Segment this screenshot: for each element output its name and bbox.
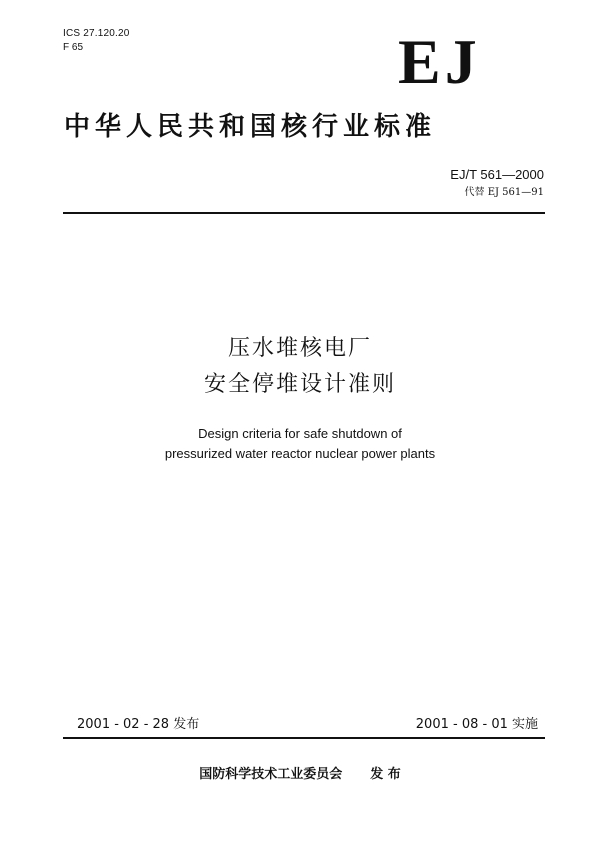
issuing-authority <box>0 766 600 784</box>
standard-logo: EJ <box>398 26 481 97</box>
footer-divider <box>63 737 545 739</box>
document-title-en-line1: Design criteria for safe shutdown of <box>198 426 402 441</box>
issuer-name: 国防科学技术工业委员会 <box>199 767 343 782</box>
document-title-zh-line2: 安全停堆设计准则 <box>203 372 396 397</box>
standard-category-title: 中华人民共和国核行业标准 <box>64 112 437 142</box>
document-title-zh-line1: 压水堆核电厂 <box>227 336 372 361</box>
classification-code: F 65 <box>63 42 84 53</box>
issuer-action: 发 布 <box>370 767 401 782</box>
document-title-en-line2: pressurized water reactor nuclear power plants <box>164 446 436 461</box>
standard-number: EJ/T 561—2000 <box>450 167 544 182</box>
replaces-standard: 代替 EJ 561—91 <box>464 187 544 198</box>
issue-date: 2001 - 02 - 28 发布 <box>77 717 200 732</box>
ics-code: ICS 27.120.20 <box>63 28 130 39</box>
implementation-date: 2001 - 08 - 01 实施 <box>415 717 538 732</box>
header-divider <box>63 212 545 214</box>
